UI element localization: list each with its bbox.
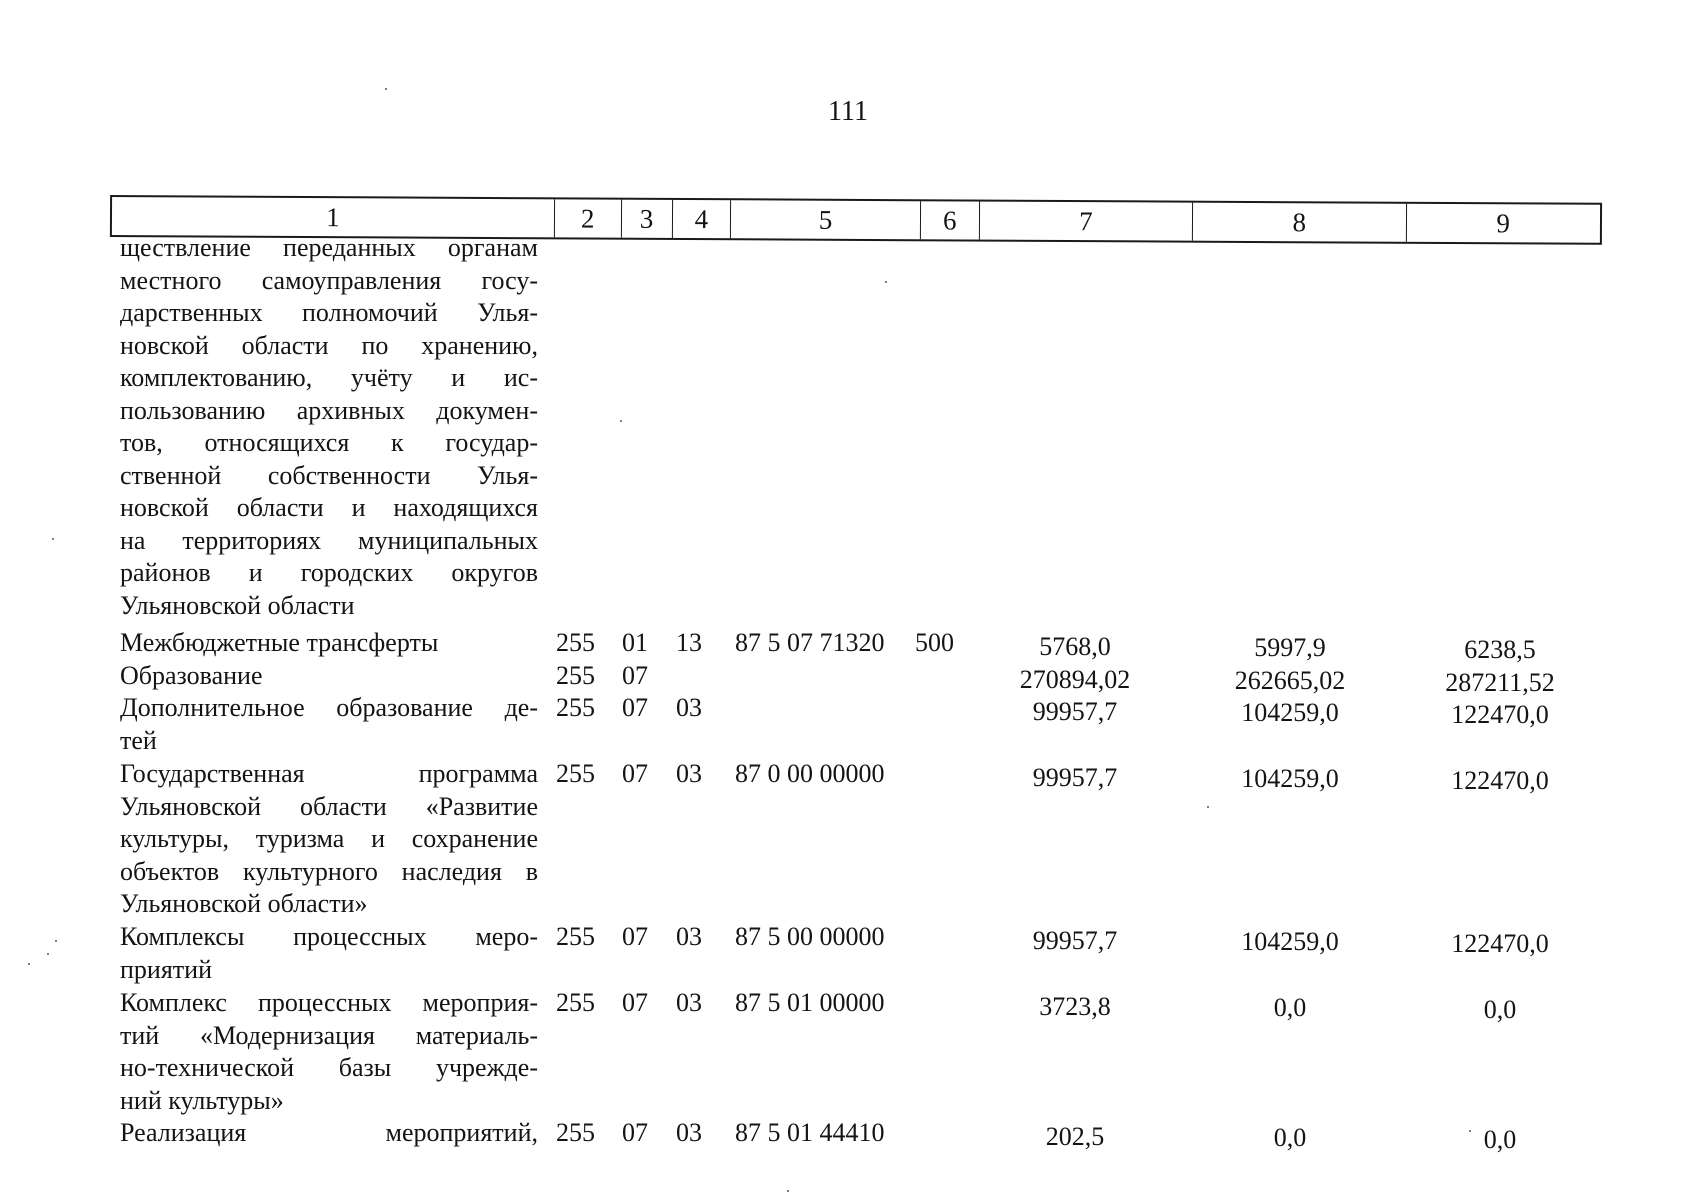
- header-cell-5: 5: [731, 200, 921, 239]
- cell-col-2: 255: [556, 922, 595, 951]
- cell-col-9: 0,0: [1483, 1125, 1517, 1154]
- cell-col-4: 03: [676, 1118, 702, 1147]
- cell-col-7: 3723,8: [1039, 992, 1111, 1021]
- row-description: [120, 987, 538, 1117]
- scan-speck: [47, 953, 49, 955]
- cell-col-7: 270894,02: [1019, 665, 1131, 694]
- cell-col-5: 87 5 07 71320: [735, 628, 885, 657]
- description-line: новской области по хранению,: [120, 330, 538, 360]
- description-line: Государственная программа: [120, 759, 538, 788]
- cell-col-8: 0,0: [1273, 1123, 1307, 1152]
- header-cell-1: 1: [112, 197, 555, 237]
- description-line: но-технической базы учрежде-: [120, 1053, 538, 1082]
- description-line: культуры, туризма и сохранение: [120, 824, 538, 853]
- cell-col-9: 287211,52: [1445, 668, 1555, 697]
- cell-col-3: 07: [622, 759, 648, 788]
- description-line: Комплекс процессных мероприя-: [120, 988, 538, 1017]
- cell-col-8: 262665,02: [1234, 666, 1346, 695]
- cell-col-4: 03: [676, 988, 702, 1017]
- description-line: объектов культурного наследия в: [120, 856, 538, 886]
- row-description: [120, 232, 538, 622]
- cell-col-7: 99957,7: [1032, 926, 1118, 955]
- row-description: [120, 627, 538, 660]
- cell-col-7: 5768,0: [1039, 632, 1111, 661]
- description-line: ственной собственности Улья-: [120, 460, 538, 490]
- description-line: Межбюджетные трансферты: [120, 628, 439, 657]
- description-line: комплектованию, учёту и ис-: [120, 363, 538, 392]
- header-cell-9: 9: [1496, 207, 1511, 238]
- cell-col-4: 13: [676, 628, 702, 657]
- row-description: [120, 692, 538, 757]
- cell-col-3: 01: [622, 628, 648, 657]
- description-line: Реализация мероприятий,: [120, 1118, 538, 1147]
- description-line: тей: [120, 725, 157, 755]
- row-description: [120, 921, 538, 986]
- cell-col-5: 87 0 00 00000: [735, 759, 885, 788]
- cell-col-7: 202,5: [1045, 1122, 1105, 1151]
- cell-col-9: 122470,0: [1451, 929, 1549, 958]
- cell-col-2: 255: [556, 693, 595, 722]
- description-line: Ульяновской области «Развитие: [120, 791, 538, 821]
- description-line: на территориях муниципальных: [120, 525, 538, 555]
- description-line: районов и городских округов: [120, 558, 538, 587]
- cell-col-9: 0,0: [1483, 995, 1517, 1024]
- cell-col-3: 07: [622, 1118, 648, 1147]
- description-line: Ульяновской области»: [120, 889, 368, 918]
- cell-col-6: 500: [915, 628, 954, 657]
- cell-col-9: 122470,0: [1451, 700, 1549, 729]
- scan-speck: [1207, 806, 1209, 808]
- cell-col-5: 87 5 01 44410: [735, 1118, 885, 1147]
- description-line: Образование: [120, 661, 263, 690]
- description-line: новской области и находящихся: [120, 493, 538, 522]
- description-line: Комплексы процессных меро-: [120, 922, 538, 951]
- cell-col-7: 99957,7: [1032, 763, 1118, 792]
- scan-speck: [52, 538, 54, 540]
- cell-col-7: 99957,7: [1032, 697, 1118, 726]
- cell-col-8: 0,0: [1273, 993, 1307, 1022]
- header-cell-7: 7: [980, 202, 1194, 241]
- description-line: пользованию архивных докумен-: [120, 395, 538, 425]
- scan-speck: [55, 940, 57, 942]
- cell-col-2: 255: [556, 661, 595, 690]
- header-cell-3: 3: [622, 200, 673, 238]
- description-line: Ульяновской области: [120, 590, 355, 620]
- cell-col-4: 03: [676, 922, 702, 951]
- description-line: ществление переданных органам: [120, 233, 538, 262]
- cell-col-3: 07: [622, 661, 648, 690]
- scan-speck: [1469, 1130, 1471, 1132]
- cell-col-5: 87 5 01 00000: [735, 988, 885, 1017]
- cell-col-2: 255: [556, 628, 595, 657]
- header-cell-4: 4: [672, 200, 731, 238]
- header-cell-2: 2: [555, 199, 622, 237]
- description-line: приятий: [120, 954, 212, 984]
- cell-col-4: 03: [676, 693, 702, 722]
- description-line: Дополнительное образование де-: [120, 693, 538, 722]
- row-description: [120, 660, 538, 693]
- cell-col-8: 104259,0: [1241, 698, 1339, 727]
- cell-col-8: 5997,9: [1254, 633, 1326, 662]
- description-line: тов, относящихся к государ-: [120, 428, 538, 457]
- description-line: дарственных полномочий Улья-: [120, 298, 538, 327]
- cell-col-8: 104259,0: [1241, 927, 1339, 956]
- scan-speck: [385, 88, 387, 90]
- row-description: [120, 758, 538, 921]
- scan-speck: [28, 963, 30, 965]
- description-line: тий «Модернизация материаль-: [120, 1020, 538, 1050]
- scan-speck: [885, 281, 887, 283]
- cell-col-4: 03: [676, 759, 702, 788]
- description-line: местного самоуправления госу-: [120, 265, 538, 295]
- page-number: 111: [828, 96, 868, 127]
- cell-col-2: 255: [556, 988, 595, 1017]
- cell-col-8: 104259,0: [1241, 764, 1339, 793]
- header-cell-6: 6: [921, 201, 980, 239]
- row-description: [120, 1117, 538, 1150]
- cell-col-9: 122470,0: [1451, 766, 1549, 795]
- header-cell-8: 8: [1193, 203, 1407, 242]
- scan-speck: [787, 1190, 789, 1192]
- cell-col-5: 87 5 00 00000: [735, 922, 885, 951]
- cell-col-2: 255: [556, 759, 595, 788]
- cell-col-9: 6238,5: [1464, 635, 1536, 664]
- cell-col-3: 07: [622, 922, 648, 951]
- cell-col-2: 255: [556, 1118, 595, 1147]
- cell-col-3: 07: [622, 988, 648, 1017]
- description-line: ний культуры»: [120, 1085, 284, 1115]
- scan-speck: [620, 420, 622, 422]
- cell-col-3: 07: [622, 693, 648, 722]
